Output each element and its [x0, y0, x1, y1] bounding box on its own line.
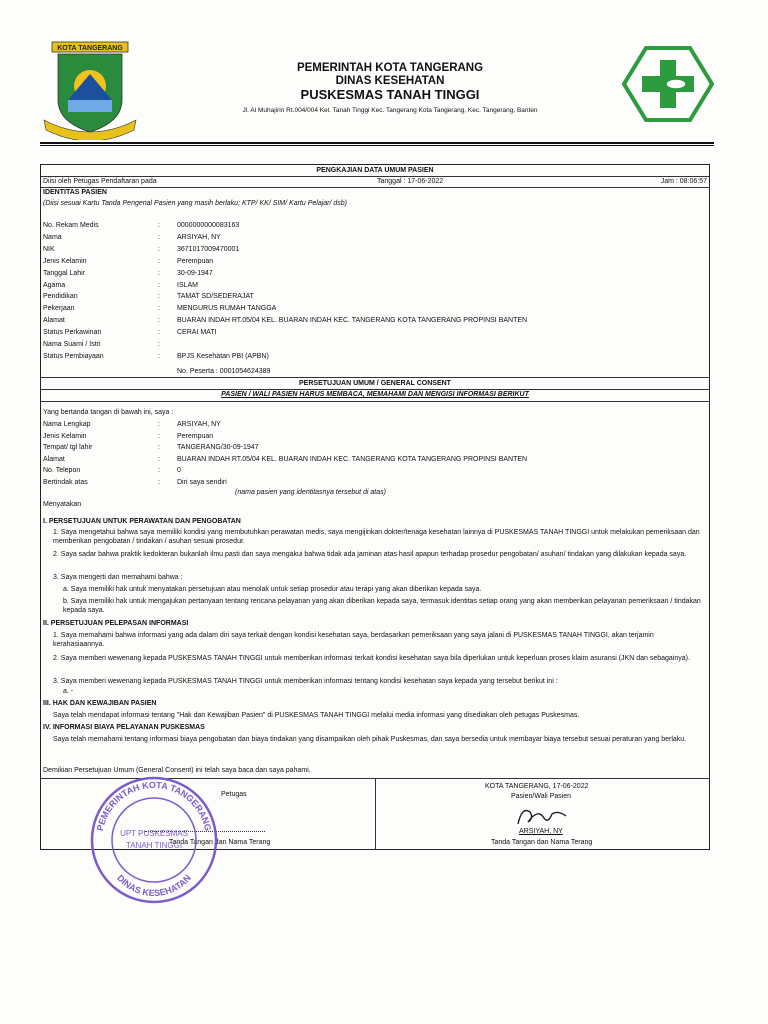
identity-note-text: (Diisi sesuai Kartu Tanda Pengenal Pasien yang masih berlaku; KTP/ KK/ SIM/ Kartu Pelajar/ dsb) — [43, 200, 348, 207]
field-colon: : — [158, 421, 160, 428]
officer-role: Petugas — [221, 791, 247, 798]
peserta-number: No. Peserta : 0001054624389 — [177, 368, 271, 375]
acting-note: (nama pasien yang identitasnya tersebut di atas) — [235, 489, 386, 496]
stamp-inner-1: UPT PUSKESMAS — [120, 829, 188, 838]
field-colon: : — [158, 305, 160, 313]
section-2-title: II. PERSETUJUAN PELEPASAN INFORMASI — [43, 620, 189, 627]
stamp-inner-2: TANAH TINGGI — [125, 841, 183, 850]
signer-intro-text: Yang bertanda tangan di bawah ini, saya : — [43, 409, 174, 416]
official-stamp — [84, 770, 224, 910]
field-value: MENGURUS RUMAH TANGGA — [177, 305, 277, 313]
section-4-text: Saya telah memahami tentang informasi biaya pengobatan dan biaya tindakan yang disampaikan oleh pihak Puskesmas, dan saya bersedia untuk membayar biaya tersebut sesuai peraturan yang berlaku. — [53, 736, 687, 743]
field-colon: : — [158, 432, 160, 440]
section-4-title: IV. INFORMASI BIAYA PELAYANAN PUSKESMAS — [43, 724, 205, 731]
patient-caption: Tanda Tangan dan Nama Terang — [491, 839, 593, 846]
field-label: Alamat — [43, 455, 65, 463]
svg-text:PEMERINTAH KOTA TANGERANG — [95, 780, 213, 832]
field-label: No. Telepon — [43, 467, 81, 475]
field-colon: : — [158, 281, 160, 289]
field-label: Jenis Kelamin — [43, 432, 87, 440]
field-value: CERAI MATI — [177, 329, 217, 337]
field-label: Tempat/ tgl lahir — [43, 444, 93, 452]
field-value: ARSIYAH, NY — [177, 233, 221, 241]
patient-name: ARSIYAH, NY — [519, 828, 563, 835]
svg-text:DINAS KESEHATAN — [115, 873, 193, 898]
field-value: 0 — [177, 467, 181, 475]
section-1-item-3b: b. Saya memiliki hak untuk mengajukan pertanyaan tentang rencana pelayanan yang akan diberikan kepada saya, termasuk identitas setiap orang yang akan memberikan pelayanan pemeriksaan / tindakan kepada saya. — [63, 598, 701, 614]
field-value: BUARAN INDAH RT.05/04 KEL. BUARAN INDAH KEC. TANGERANG KOTA TANGERANG PROPINSI BANTEN — [177, 317, 528, 325]
closing-statement: Demikian Persetujuan Umum (General Consent) ini telah saya baca dan saya pahami. — [43, 767, 311, 774]
section-2-item-1: 1. Saya memahami bahwa informasi yang ada dalam diri saya terkait dengan kondisi kesehatan saya, berdasarkan pemeriksaan yang saya jalani di PUSKESMAS TANAH TINGGI, akan terjamin kerahasiaannya. — [53, 632, 654, 648]
stamp-bottom-text: DINAS KESEHATAN — [115, 872, 193, 899]
letterhead-puskesmas: PUSKESMAS TANAH TINGGI — [300, 87, 480, 102]
field-value: BUARAN INDAH RT.05/04 KEL. BUARAN INDAH KEC. TANGERANG KOTA TANGERANG PROPINSI BANTEN — [177, 455, 528, 463]
field-label: Agama — [43, 281, 66, 289]
patient-signature — [512, 802, 572, 832]
declare-text: Menyatakan — [43, 501, 82, 508]
field-value: Perempuan — [177, 257, 214, 265]
field-colon: : — [158, 455, 160, 463]
sign-place-date: KOTA TANGERANG, 17-06-2022 — [485, 783, 589, 790]
field-label: Jenis Kelamin — [43, 257, 87, 265]
field-value: Diri saya sendiri — [177, 479, 227, 486]
consent-subtitle: PASIEN / WALI PASIEN HARUS MEMBACA, MEMAHAMI DAN MENGISI INFORMASI BERIKUT — [41, 389, 709, 402]
field-value: 3671017009470001 — [177, 245, 240, 253]
field-label: Nama — [43, 233, 62, 241]
field-value: 0000000000083163 — [177, 222, 240, 229]
section-2-item-3a: a. - — [63, 688, 74, 695]
officer-caption: Tanda Tangan dan Nama Terang — [169, 839, 271, 846]
field-value: BPJS Kesehatan PBI (APBN) — [177, 352, 269, 360]
header-rule — [40, 142, 714, 144]
field-label: Status Pembiayaan — [43, 352, 104, 360]
field-label: Status Perkawinan — [43, 329, 102, 337]
section-3-text: Saya telah mendapat informasi tentang "Hak dan Kewajiban Pasien" di PUSKESMAS TANAH TINGGI melalui media informasi yang disediakan oleh petugas Puskesmas. — [53, 712, 580, 719]
filled-by: Diisi oleh Petugas Pendaftaran pada — [43, 178, 157, 185]
field-value: ARSIYAH, NY — [177, 421, 221, 428]
header-rule-thin — [40, 145, 714, 146]
field-label: Nama Suami / Istri — [43, 341, 101, 348]
stamp-outer-text: PEMERINTAH KOTA TANGERANG — [94, 779, 214, 832]
letterhead-government: PEMERINTAH KOTA TANGERANG — [296, 62, 484, 74]
field-value: 30-09-1947 — [177, 269, 213, 277]
patient-role: Pasien/Wali Pasien — [511, 793, 572, 800]
field-label: Tanggal Lahir — [43, 269, 86, 277]
registration-row — [41, 176, 709, 188]
field-value: Perempuan — [177, 432, 214, 440]
field-colon: : — [158, 245, 160, 253]
field-colon: : — [158, 341, 160, 348]
section-1-title: I. PERSETUJUAN UNTUK PERAWATAN DAN PENGOBATAN — [43, 518, 241, 525]
logo-left-text: KOTA TANGERANG — [57, 45, 123, 52]
kota-tangerang-logo — [40, 40, 140, 140]
field-colon: : — [158, 479, 160, 486]
section-3-title: III. HAK DAN KEWAJIBAN PASIEN — [43, 700, 157, 707]
consent-form — [40, 164, 710, 850]
puskesmas-logo — [622, 46, 714, 122]
field-value: TAMAT SD/SEDERAJAT — [177, 293, 254, 301]
field-colon: : — [158, 444, 160, 452]
section-1-item-1: 1. Saya mengetahui bahwa saya memiliki kondisi yang membutuhkan perawatan medis, saya mengijinkan dokter/tenaga kesehatan lainnya di PUSKESMAS TANAH TINGGI untuk melakukan pemeriksaan dan memberikan pengobatan / tindakan / asuhan sesuai prosedur. — [53, 529, 700, 545]
identity-title-text: IDENTITAS PASIEN — [43, 189, 107, 196]
registration-date: Tanggal : 17-06-2022 — [377, 178, 444, 185]
field-label: Nama Lengkap — [43, 421, 91, 428]
letterhead-department: DINAS KESEHATAN — [335, 75, 445, 87]
consent-title: PERSETUJUAN UMUM / GENERAL CONSENT — [41, 378, 709, 390]
field-value: TANGERANG/30-09-1947 — [177, 444, 259, 452]
field-colon: : — [158, 257, 160, 265]
field-value: ISLAM — [177, 281, 199, 289]
field-colon: : — [158, 467, 160, 475]
field-colon: : — [158, 233, 160, 241]
field-label: No. Rekam Medis — [43, 222, 99, 229]
field-colon: : — [158, 352, 160, 360]
field-colon: : — [158, 329, 160, 337]
letterhead-address: Jl. Al Muhajirin Rt.004/004 Kel. Tanah Tinggi Kec. Tangerang Kota Tangerang, Kec. Tangerang, Banten — [242, 107, 538, 114]
field-colon: : — [158, 317, 160, 325]
signature-column-divider — [375, 778, 376, 850]
field-label: Pendidikan — [43, 293, 78, 301]
letterhead — [180, 62, 600, 117]
field-colon: : — [158, 222, 160, 229]
field-colon: : — [158, 293, 160, 301]
field-label: NIK — [43, 245, 55, 253]
section-1-item-3: 3. Saya mengerti dan memahami bahwa : — [53, 574, 183, 581]
form-title: PENGKAJIAN DATA UMUM PASIEN — [41, 165, 709, 177]
field-label: Alamat — [43, 317, 65, 325]
section-2-item-2: 2. Saya memberi wewenang kepada PUSKESMAS TANAH TINGGI untuk memberikan informasi terkait kondisi kesehatan saya bila diperlukan untuk keperluan proses klaim asuransi (JKN dan sebagainya). — [53, 655, 690, 662]
section-1-item-3a: a. Saya memiliki hak untuk menyatakan persetujuan atau menolak untuk setiap prosedur atau terapi yang akan diberikan kepada saya. — [63, 586, 482, 593]
section-2-item-3: 3. Saya memberi wewenang kepada PUSKESMAS TANAH TINGGI untuk memberikan informasi tentang kondisi kesehatan saya kepada yang tersebut berikut ini : — [53, 678, 558, 685]
field-label: Pekerjaan — [43, 305, 75, 313]
registration-time: Jam : 08:06:57 — [660, 178, 707, 185]
section-1-item-2: 2. Saya sadar bahwa praktik kedokteran bukanlah ilmu pasti dan saya mengakui bahwa tidak ada jaminan atas hasil apapun terhadap prosedur pengobatan/ asuhan/ tindakan yang dilakukan kepada saya. — [53, 551, 687, 558]
field-label: Bertindak atas — [43, 479, 88, 486]
field-colon: : — [158, 269, 160, 277]
